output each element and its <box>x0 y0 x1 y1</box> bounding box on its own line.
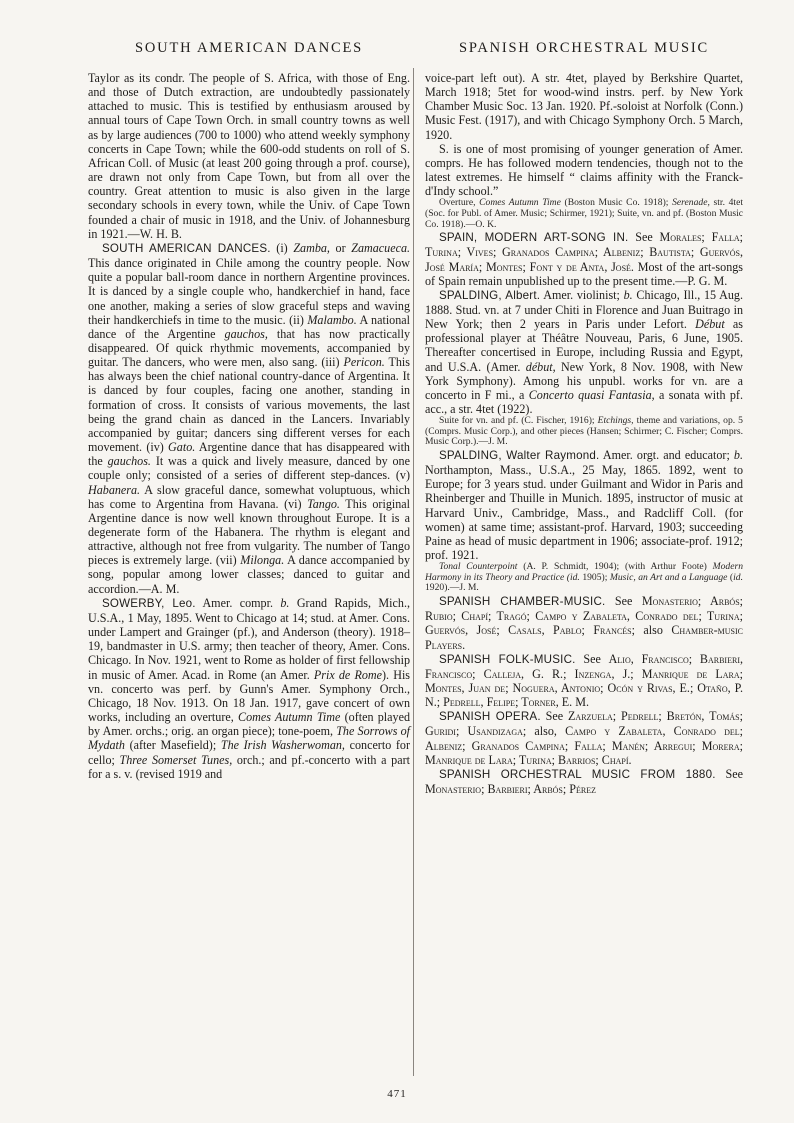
entry-spanish-orchestral-music: SPANISH ORCHESTRAL MUSIC FROM 1880. See Monasterio; Barbieri; Arbós; Pérez <box>425 766 743 797</box>
headword: SPANISH ORCHESTRAL MUSIC FROM 1880. <box>439 767 716 781</box>
entry-spanish-folk-music: SPANISH FOLK-MUSIC. See Alio, Francisco; Barbieri, Francisco; Calleja, G. R.; Inzenga, J.; Manrique de Lara; Montes, Juan de; Noguera, Antonio; Ocón y Rivas, E.; Otaño, P. N.; Pedrell, Felipe; Torner, E. M. <box>425 651 744 710</box>
sowerby-bibliography: Overture, Comes Autumn Time (Boston Music Co. 1918); Serenade, str. 4tet (Soc. for Publ. of Amer. Music; Schirmer, 1921); Suite, vn. and pf. (Boston Music Co. 1918).—O. K. <box>425 197 743 230</box>
column-divider <box>413 68 414 1076</box>
right-column <box>425 40 743 796</box>
sowerby-assessment: S. is one of most promising of younger generation of Amer. comprs. He has followed modern tendencies, though not to the latest extremes. He himself “ claims affinity with the Franck-d'Indy school.” <box>425 141 743 199</box>
spalding-albert-bibliography: Suite for vn. and pf. (C. Fischer, 1916); Etchings, theme and variations, op. 5 (Comprs. Music Corp.), and other pieces (Hansen; Schirmer; C. Fischer; Comprs. Music Corp.).—J. M. <box>425 415 743 448</box>
sowerby-continuation: voice-part left out). A str. 4tet, played by Berkshire Quartet, March 1918; 5tet for wood-wind instrs. perf. by New York Chamber Music Soc. 13 Jan. 1920. Pf.-soloist at Norfolk (Conn.) Music Fest. (1917), and with Chicago Symphony Orch. 5 March, 1920. <box>425 71 743 142</box>
spalding-walter-bibliography: Tonal Counterpoint (A. P. Schmidt, 1904); (with Arthur Foote) Modern Harmony in its Theory and Practice (id. 1905); Music, an Art and a Language (id. 1920).—J. M. <box>425 561 744 594</box>
entry-south-american-dances: SOUTH AMERICAN DANCES. (i) Zamba, or Zamacueca. This dance originated in Chile among the country people. Now quite a popular ball-room dance in northern Argentine provinces. It is danced by a single couple who, handkerchief in hand, face one another, making a series of slow graceful steps and waving their handkerchiefs in time to the music. (ii) Malambo. A national dance of the Argentine gauchos, that has now practically disappeared. Of quick rhythmic movements, accompanied by guitar. The dancers, who were men, also sang. (iii) Pericon. This has always been the chief national country-dance of Argentina. It is danced by four couples, facing one another, standing in formation of cross. It consists of various movements, the last being the grand chain as danced in the Lancers. Invariably accompanied by guitar; dancers sing different verses for each movement. (iv) Gato. Argentine dance that has disappeared with the gauchos. It was a quick and lively measure, danced by one couple only; consisted of a series of different step-dances. (v) Habanera. A slow graceful dance, somewhat voluptuous, which has come to Argentina from Havana. (vi) Tango. This original Argentine dance is now well known throughout Europe. It is a degenerate form of the Habanera. The rhythm is elegant and attractive, although not free from vulgarity. The number of Tango pieces is extremely large. (vii) Milonga. A dance accompanied by song, popular among lower classes; danced to guitar and accordion.—A. M. <box>88 240 411 596</box>
headword: SPANISH FOLK-MUSIC. <box>439 652 576 666</box>
entry-spain-modern-art-song: SPAIN, MODERN ART-SONG IN. See Morales; Falla; Turina; Vives; Granados Campina; Albeniz; Bautista; Guervós, José María; Montes; Font y de Anta, José. Most of the art-songs of Spain remain unpublished up to the present time.—P. G. M. <box>425 230 743 288</box>
headword: SPANISH CHAMBER-MUSIC. <box>439 595 606 609</box>
headword: SPALDING, Walter Raymond. <box>439 449 600 462</box>
headword: SPAIN, MODERN ART-SONG IN. <box>439 231 629 245</box>
left-running-head: SOUTH AMERICAN DANCES <box>135 40 363 56</box>
entry-spalding-walter: SPALDING, Walter Raymond. Amer. orgt. and educator; b. Northampton, Mass., U.S.A., 25 May, 1865. 1892, went to Europe; for 3 years stud. under Guilmant and Widor in Paris and Rheinberger and Thuille in Munich. 1895, instructor of music at Harvard Univ., Cambridge, Mass., and Radcliff Coll. (for women) at same time; assistant-prof. Harvard, 1903; succeeding Paine as head of music department in 1906; associate-prof. 1912; prof. 1921. <box>425 448 743 563</box>
cape-town-entry-continuation: Taylor as its condr. The people of S. Africa, with those of Eng. and those of Dutch extraction, are undoubtedly passionately attached to music. This is testified by enthusiasm aroused by annual tours of Cape Town Orch. in small country towns as well as by large audiences (700 to 1000) who attend weekly symphony concerts in Cape Town; while the 600-odd students on roll of S. African Coll. of Music (at least 200 going through a prof. course), are drawn not only from Cape Town, but from all over the country. Great attention to music is also given in the large secondary schools in every town, while the Univ. of Cape Town founded a chair of music in 1918, and the Univ. of Johannesburg in 1921.—W. H. B. <box>88 71 410 241</box>
entry-spanish-opera: SPANISH OPERA. See Zarzuela; Pedrell; Bretón, Tomás; Guridi; Usandizaga; also, Campo y Zabaleta, Conrado del; Albeniz; Granados Campina; Falla; Manén; Arregui; Morera; Manrique de Lara; Turina; Barrios; Chapí. <box>425 709 743 767</box>
headword: SOUTH AMERICAN DANCES. <box>102 241 271 255</box>
headword: SPANISH OPERA. <box>439 710 541 724</box>
headword: SOWERBY, Leo. <box>102 596 196 610</box>
headword: SPALDING, Albert. <box>439 288 541 302</box>
entry-spanish-chamber-music: SPANISH CHAMBER-MUSIC. See Monasterio; Arbós; Rubio; Chapí; Tragó; Campo y Zabaleta, Conrado del; Turina; Guervós, José; Casals, Pablo; Francés; also Chamber-music Players. <box>425 594 744 652</box>
entry-sowerby: SOWERBY, Leo. Amer. compr. b. Grand Rapids, Mich., U.S.A., 1 May, 1895. Went to Chicago at 14; stud. at Amer. Cons. under Lampert and Grainger (pf.), and Anderson (theory). 1918–19, bandmaster in U.S. army; then teacher of theory, Amer. Cons. Chicago. In Nov. 1921, went to Rome as holder of first fellowship in music of Amer. Acad. in Rome (an Amer. Prix de Rome). His vn. concerto was perf. by Gunn's Amer. Symphony Orch., Chicago, 18 Nov. 1913. On 18 Jan. 1917, gave concert of own works, including an overture, Comes Autumn Time (often played by Amer. orchs.; orig. an organ piece); tone-poem, The Sorrows of Mydath (after Masefield); The Irish Washerwoman, concerto for cello; Three Somerset Tunes, orch.; and pf.-concerto with a part for a s. v. (revised 1919 and <box>88 595 411 781</box>
right-running-head: SPANISH ORCHESTRAL MUSIC <box>458 40 709 56</box>
page-number: 471 <box>387 1088 407 1100</box>
left-column <box>88 40 410 781</box>
entry-spalding-albert: SPALDING, Albert. Amer. violinist; b. Chicago, Ill., 15 Aug. 1888. Stud. vn. at 7 under Chiti in Florence and Juan Buitrago in New York; then 2 years in Paris under Lefort. Début as professional player at Théâtre Nouveau, Paris, 6 June, 1905. Thereafter concertised in Europe, including Russia and Egypt, and U.S.A. (Amer. début, New York, 8 Nov. 1908, with New York Symphony). Among his unpubl. works for vn. are a concerto in F mi., a Concerto quasi Fantasia, a sonata with pf. acc., a str. 4tet (1922). <box>425 287 743 417</box>
